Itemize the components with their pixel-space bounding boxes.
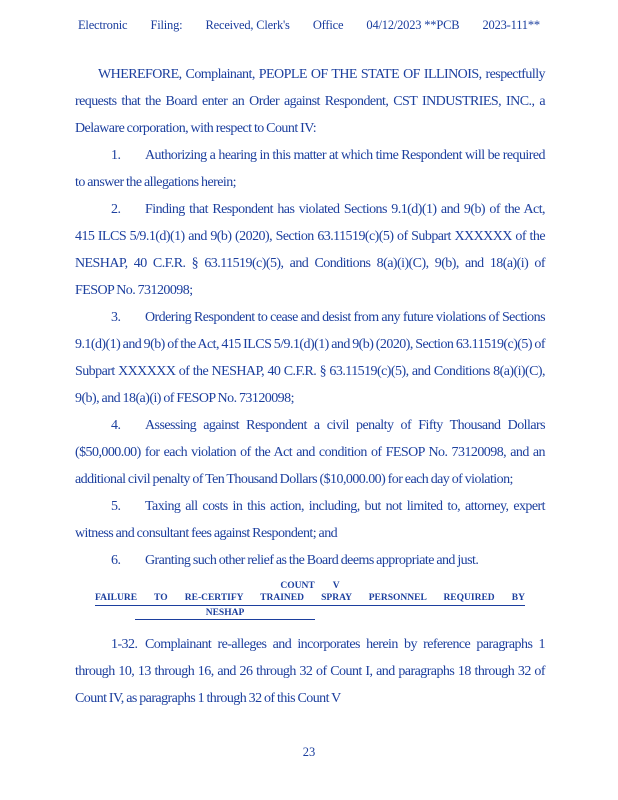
relief-item-4 — [75, 412, 545, 493]
relief-item-2 — [75, 196, 545, 304]
count-heading-title: COUNT V — [280, 581, 340, 591]
paragraph-text: Assessing against Respondent a civil penalty of Fifty Thousand Dollars ($50,000.00) for each violation of the Act and condition of FESOP No. 73120098, and an additional civil penalty of Ten Thousand Dollars ($10,000.00) for each day of violation; — [75, 418, 545, 487]
paragraph-number: 6. — [111, 553, 121, 568]
paragraph-number: 1. — [111, 148, 121, 163]
filing-header-segment: Electronic — [78, 18, 128, 32]
relief-item-1 — [75, 142, 545, 196]
filing-header-segment: Filing: — [150, 18, 183, 32]
count-v-heading — [95, 580, 525, 620]
filing-header-segment: 04/12/2023 **PCB — [366, 18, 460, 32]
realleges-paragraph — [75, 631, 545, 712]
relief-item-5 — [75, 493, 545, 547]
filing-header — [78, 18, 540, 33]
filing-header-segment: Office — [312, 18, 344, 32]
wherefore-paragraph: WHEREFORE, Complainant, PEOPLE OF THE STATE OF ILLINOIS, respectfully requests that the Board enter an Order against Respondent, CST INDUSTRIES, INC., a Delaware corporation, with respect to Count IV: — [75, 67, 545, 136]
paragraph-text: Taxing all costs in this action, including, but not limited to, attorney, expert witness and consultant fees against Respondent; and — [75, 499, 545, 541]
page-number: 23 — [302, 745, 316, 759]
paragraph-text: Ordering Respondent to cease and desist from any future violations of Sections 9.1(d)(1) and 9(b) of the Act, 415 ILCS 5/9.1(d)(1) and 9(b) (2020), Section 63.11519(c)(5) of Subpart XXXXXX of the NESHAP, 40 C.F.R. § 63.11519(c)(5), and Conditions 8(a)(i)(C), 9(b), and 18(a)(i) of FESOP No. 73120098; — [75, 310, 545, 406]
relief-item-3 — [75, 304, 545, 412]
paragraph-number: 5. — [111, 499, 121, 514]
count-heading-subtitle: FAILURE TO RE-CERTIFY TRAINED SPRAY PERSONNEL REQUIRED BY — [95, 592, 525, 606]
paragraph-text: Complainant re-alleges and incorporates herein by reference paragraphs 1 through 10, 13 through 16, and 26 through 32 of Count I, and paragraphs 18 through 32 of Count IV, as paragraphs 1 through 32 of this Count V — [75, 637, 545, 706]
paragraph-number: 3. — [111, 310, 121, 325]
paragraph-number: 4. — [111, 418, 121, 433]
paragraph-number: 1-32. — [111, 637, 138, 652]
count-heading-neshap-row — [95, 607, 355, 620]
paragraph-text: Authorizing a hearing in this matter at which time Respondent will be required to answer the allegations herein; — [75, 148, 545, 190]
paragraph-text: Finding that Respondent has violated Sections 9.1(d)(1) and 9(b) of the Act, 415 ILCS 5/9.1(d)(1) and 9(b) (2020), Section 63.11519(c)(5) of Subpart XXXXXX of the NESHAP, 40 C.F.R. § 63.11519(c)(5), and Conditions 8(a)(i)(C), 9(b), and 18(a)(i) of FESOP No. 73120098; — [75, 202, 545, 298]
count-heading-neshap: NESHAP — [135, 607, 315, 620]
paragraph-number: 2. — [111, 202, 121, 217]
filing-header-segment: 2023-111** — [482, 18, 540, 32]
document-body — [75, 61, 545, 712]
filing-header-segment: Received, Clerk's — [205, 18, 290, 32]
relief-item-6 — [75, 547, 545, 574]
paragraph-text: Granting such other relief as the Board deems appropriate and just. — [145, 553, 479, 568]
